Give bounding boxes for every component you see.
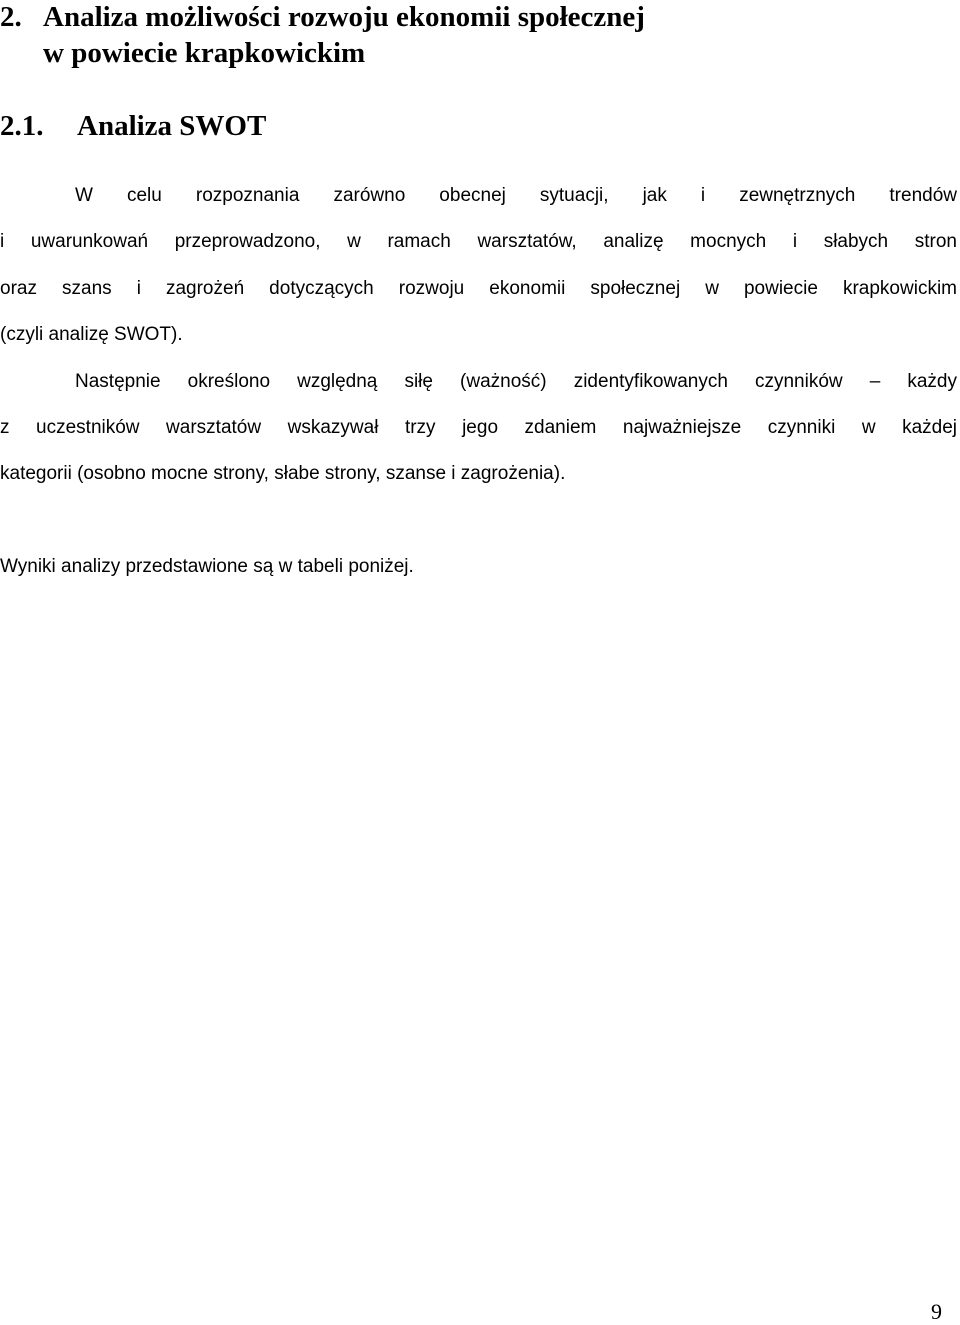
paragraph1-line: W celu rozpoznania zarówno obecnej sytuacji, jak i zewnętrznych trendów (75, 185, 957, 206)
chapter-title-line1: Analiza możliwości rozwoju ekonomii społecznej (43, 1, 645, 33)
paragraph2-line: Następnie określono względną siłę (ważność) zidentyfikowanych czynników – każdy (75, 371, 957, 392)
section-number: 2.1. (0, 110, 44, 142)
paragraph3: Wyniki analizy przedstawione są w tabeli poniżej. (0, 556, 414, 577)
paragraph2-line: kategorii (osobno mocne strony, słabe strony, szanse i zagrożenia). (0, 463, 566, 484)
section-title: Analiza SWOT (77, 110, 267, 142)
paragraph2-line: z uczestników warsztatów wskazywał trzy jego zdaniem najważniejsze czynniki w każdej (0, 417, 957, 438)
chapter-number: 2. (0, 1, 22, 33)
paragraph1-line: (czyli analizę SWOT). (0, 324, 183, 345)
paragraph1-line: i uwarunkowań przeprowadzono, w ramach warsztatów, analizę mocnych i słabych stron (0, 231, 957, 252)
chapter-title-line2: w powiecie krapkowickim (43, 37, 366, 69)
page-number: 9 (931, 1299, 942, 1324)
paragraph1-line: oraz szans i zagrożeń dotyczących rozwoju ekonomii społecznej w powiecie krapkowickim (0, 278, 957, 299)
